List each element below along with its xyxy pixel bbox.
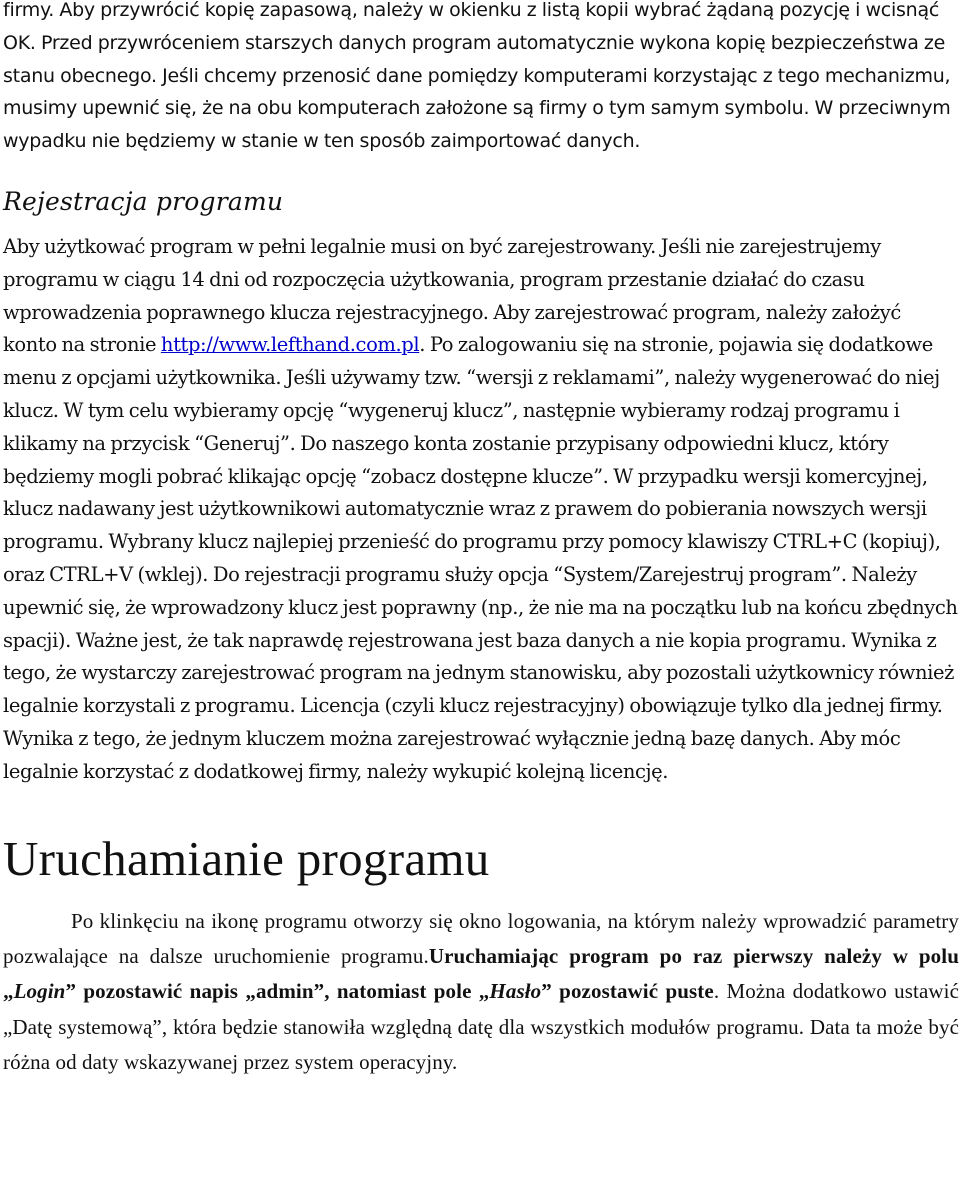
startup-text-1: Po klinkęciu na ikonę programu otworzy się okno logowania, na którym należy wprowadzić parametry pozwalające na dalsze uruchomienie programu. xyxy=(3,908,959,968)
registration-text-before-link: Aby użytkować program w pełni legalnie musi on być zarejestrowany. Jeśli nie zarejestrujemy programu w ciągu 14 dni od rozpoczęcia użytkowania, program przestanie działać do czasu wprowadzenia poprawnego klucza rejestracyjnego. Aby zarejestrować program, należy założyć konto na stronie xyxy=(3,234,901,357)
startup-bold-1: Uruchamiając program po raz pierwszy należy w polu „ xyxy=(3,943,959,1004)
startup-paragraph xyxy=(3,904,959,1081)
password-field-name: Hasło xyxy=(489,979,542,1004)
lefthand-website-link[interactable]: http://www.lefthand.com.pl xyxy=(160,333,420,357)
document-page xyxy=(3,0,959,1081)
registration-paragraph xyxy=(3,231,959,789)
startup-bold-2: ” pozostawić napis „admin”, natomiast pole „ xyxy=(65,979,490,1004)
intro-paragraph: firmy. Aby przywrócić kopię zapasową, należy w okienku z listą kopii wybrać żądaną pozycję i wcisnąć OK. Przed przywróceniem starszych danych program automatycznie wykona kopię bezpieczeństwa ze stanu obecnego. Jeśli chcemy przenosić dane pomiędzy komputerami korzystając z tego mechanizmu, musimy upewnić się, że na obu komputerach założone są firmy o tym samym symbolu. W przeciwnym wypadku nie będziemy w stanie w ten sposób zaimportować danych. xyxy=(3,0,951,153)
startup-text-2: . Można dodatkowo ustawić „Datę systemową”, która będzie stanowiła względną datę dla wszystkich modułów programu. Data ta może być różna od daty wskazywanej przez system operacyjny. xyxy=(3,979,959,1075)
startup-bold-3: ” pozostawić puste xyxy=(541,979,714,1004)
section-heading-registration: Rejestracja programu xyxy=(3,186,284,216)
section-heading-startup: Uruchamianie programu xyxy=(3,830,490,886)
login-field-name: Login xyxy=(13,979,66,1004)
registration-text-after-link: . Po zalogowaniu się na stronie, pojawia się dodatkowe menu z opcjami użytkownika. Jeśli używamy tzw. “wersji z reklamami”, należy wygenerować do niej klucz. W tym celu wybieramy opcję “wygeneruj klucz”, następnie wybieramy rodzaj programu i klikamy na przycisk “Generuj”. Do naszego konta zostanie przypisany odpowiedni klucz, który będziemy mogli pobrać klikając opcję “zobacz dostępne klucze”. W przypadku wersji komercyjnej, klucz nadawany jest użytkownikowi automatycznie wraz z prawem do pobierania nowszych wersji programu. Wybrany klucz najlepiej przenieść do programu przy pomocy klawiszy CTRL+C (kopiuj), oraz CTRL+V (wklej). Do rejestracji programu służy opcja “System/Zarejestruj program”. Należy upewnić się, że wprowadzony klucz jest poprawny (np., że nie ma na początku lub na końcu zbędnych spacji). Ważne jest, że tak naprawdę rejestrowana jest baza danych a nie kopia programu. Wynika z tego, że wystarczy zarejestrować program na jednym stanowisku, aby pozostali użytkownicy również legalnie korzystali z programu. Licencja (czyli klucz rejestracyjny) obowiązuje tylko dla jednej firmy. Wynika z tego, że jednym kluczem można zarejestrować wyłącznie jedną bazę danych. Aby móc legalnie korzystać z dodatkowej firmy, należy wykupić kolejną licencję. xyxy=(3,333,958,783)
